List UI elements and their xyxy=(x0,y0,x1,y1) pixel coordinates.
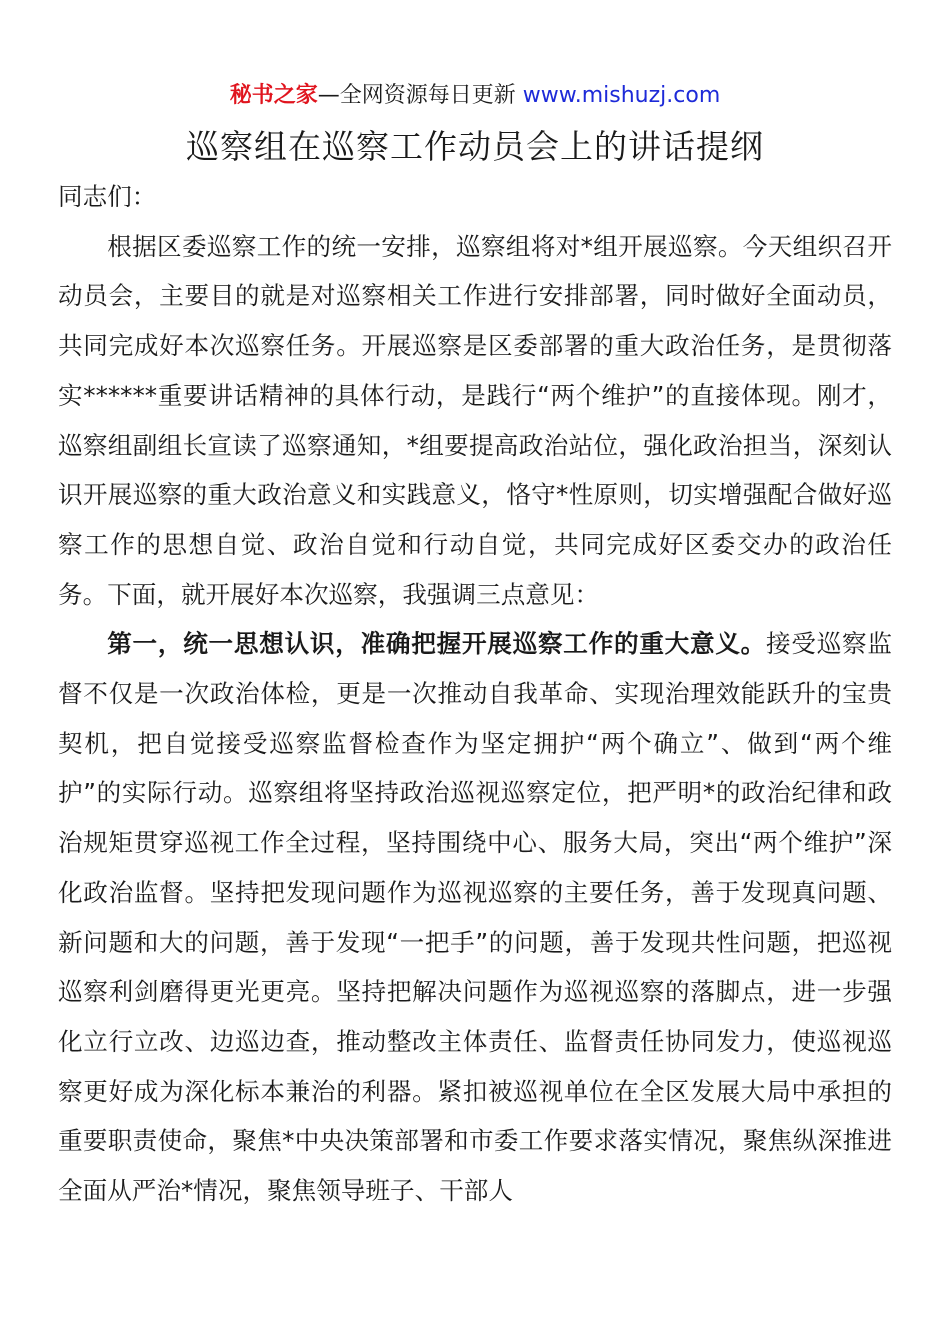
salutation: 同志们： xyxy=(58,182,157,211)
site-banner xyxy=(0,80,950,112)
site-brand: 秘书之家 xyxy=(229,83,318,108)
document-body xyxy=(58,172,892,1216)
site-slogan: —全网资源每日更新 xyxy=(317,83,523,108)
document-title: 巡察组在巡察工作动员会上的讲话提纲 xyxy=(186,127,764,166)
point-one-heading: 第一，统一思想认识，准确把握开展巡察工作的重大意义。 xyxy=(107,629,767,659)
site-url-link[interactable]: www.mishuzj.com xyxy=(522,83,721,108)
paragraph-intro: 根据区委巡察工作的统一安排，巡察组将对*组开展巡察。今天组织召开动员会，主要目的就是对巡察相关工作进行安排部署，同时做好全面动员，共同完成好本次巡察任务。开展巡察是区委部署的重大政治任务，是贯彻落实******重要讲话精神的具体行动，是践行“两个维护”的直接体现。刚才，巡察组副组长宣读了巡察通知，*组要提高政治站位，强化政治担当，深刻认识开展巡察的重大政治意义和实践意义，恪守*性原则，切实增强配合做好巡察工作的思想自觉、政治自觉和行动自觉，共同完成好区委交办的政治任务。下面，就开展好本次巡察，我强调三点意见： xyxy=(58,231,892,609)
point-one-text: 接受巡察监督不仅是一次政治体检，更是一次推动自我革命、实现治理效能跃升的宝贵契机，把自觉接受巡察监督检查作为坚定拥护“两个确立”、做到“两个维护”的实际行动。巡察组将坚持政治巡视巡察定位，把严明*的政治纪律和政治规矩贯穿巡视工作全过程，坚持围绕中心、服务大局，突出“两个维护”深化政治监督。坚持把发现问题作为巡视巡察的主要任务，善于发现真问题、新问题和大的问题，善于发现“一把手”的问题，善于发现共性问题，把巡视巡察利剑磨得更光更亮。坚持把解决问题作为巡视巡察的落脚点，进一步强化立行立改、边巡边查，推动整改主体责任、监督责任协同发力，使巡视巡察更好成为深化标本兼治的利器。紧扣被巡视单位在全区发展大局中承担的重要职责使命，聚焦*中央决策部署和市委工作要求落实情况，聚焦纵深推进全面从严治*情况，聚焦领导班子、干部人 xyxy=(58,629,892,1206)
paragraph-point-one xyxy=(58,619,892,1215)
